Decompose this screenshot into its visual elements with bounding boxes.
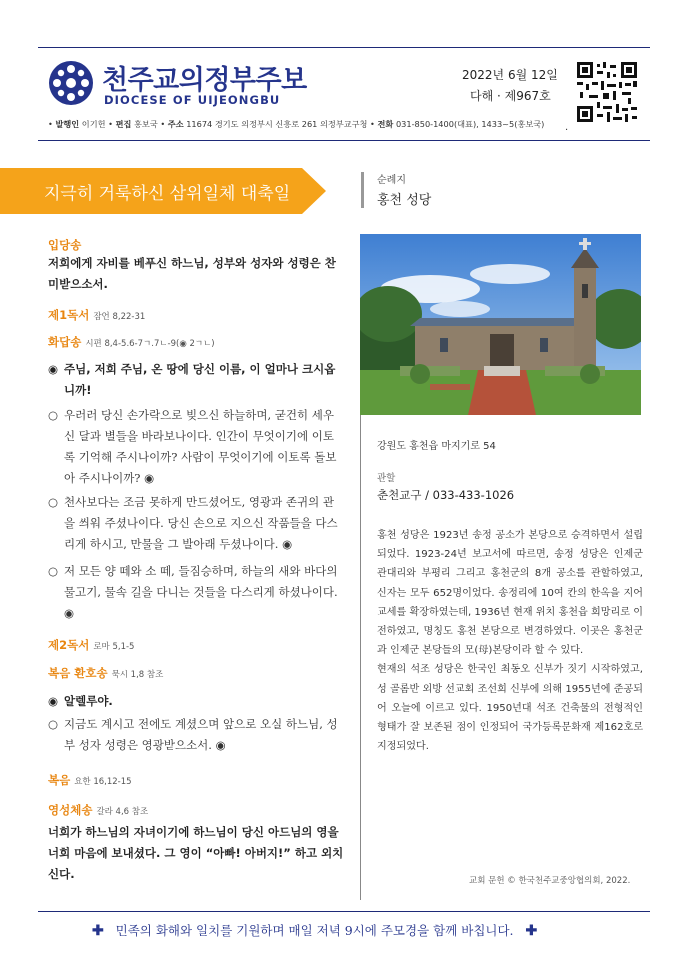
- psalm-verse-2: [48, 492, 344, 555]
- diocese-logo-icon: [48, 60, 94, 106]
- address-value: 11674 경기도 의정부시 신흥로 261 의정부교구청: [186, 119, 368, 129]
- qr-code-icon[interactable]: [577, 62, 637, 122]
- psalm-response-text: 주님, 저희 주님, 온 땅에 당신 이름, 이 얼마나 크시옵니까!: [64, 362, 336, 397]
- gospel-label: 복음: [48, 773, 71, 787]
- issue-date: 2022년 6월 12일: [462, 68, 558, 82]
- first-reading-ref: 잠언 8,22-31: [93, 312, 146, 322]
- footer-text: 민족의 화해와 일치를 기원하며 매일 저녁 9시에 주모경을 함께 바칩니다.: [115, 923, 514, 938]
- editor-label: 편집: [115, 119, 132, 129]
- acclamation-verse: [48, 714, 344, 756]
- publisher-name: 이기헌: [81, 119, 106, 129]
- phone-value: 031-850-1400(대표), 1433~5(홍보국): [395, 119, 545, 129]
- psalm-ref: 시편 8,4-5.6-7ㄱ.7ㄴ-9(◉ 2ㄱㄴ): [85, 339, 215, 349]
- description-paragraph: 홍천 성당은 1923년 송정 공소가 본당으로 승격하면서 설립되었다. 1923-24년 보고서에 따르면, 송정 성당은 인제군 관대리와 부평리 그리고 홍천군의 8개 공소를 관할하였고, 신자는 모두 652명이었다. 송정리에 10여 칸의 한옥을 지어 교세를 확장하였는데, 1936년 현재 위치 홍천읍 희망리로 이전하였고, 명칭도 홍천 본당으로 변경하였다. 이곳은 홍천군과 인제군 본당들의 모(母)본당이라 할 수 있다.: [377, 530, 643, 657]
- verse-mark-icon: ○: [48, 717, 59, 731]
- entrance-antiphon-text: 저희에게 자비를 베푸신 하느님, 성부와 성자와 성령은 찬미받으소서.: [48, 256, 336, 291]
- response-mark-icon: ◉: [48, 362, 59, 376]
- issue-number: 다해 · 제967호: [470, 89, 551, 103]
- acclamation-response-text: 알렐루야.: [64, 694, 113, 708]
- psalm-response: [48, 359, 344, 401]
- verse-mark-icon: ○: [48, 495, 59, 509]
- source-credit: 교회 문헌 © 한국천주교중앙협의회, 2022.: [469, 876, 631, 886]
- cross-icon: ✚: [525, 923, 538, 939]
- church-photo: [360, 234, 641, 415]
- second-reading-ref: 로마 5,1-5: [93, 642, 135, 652]
- acclamation-ref: 묵시 1,8 참조: [111, 670, 164, 680]
- verse-mark-icon: ○: [48, 564, 59, 578]
- psalm-verse-text: 저 모든 양 떼와 소 떼, 들짐승하며, 하늘의 새와 바다의 물고기, 물속 길을 다니는 것들을 다스리게 하셨나이다. ◉: [64, 564, 338, 620]
- pilgrimage-accent-bar: [361, 172, 364, 208]
- pilgrimage-name: 홍천 성당: [377, 193, 432, 208]
- verse-mark-icon: ○: [48, 408, 59, 422]
- phone-label: 전화: [377, 119, 394, 129]
- church-address: 강원도 홍천읍 마지기로 54: [377, 441, 496, 452]
- publication-subtitle: DIOCESE OF UIJEONGBU: [104, 93, 281, 107]
- first-reading-heading: [48, 307, 145, 323]
- gospel-heading: [48, 772, 132, 788]
- acclamation-heading: [48, 665, 163, 681]
- response-mark-icon: ◉: [48, 694, 59, 708]
- psalm-label: 화답송: [48, 335, 82, 349]
- editor-name: 홍보국: [134, 119, 158, 129]
- communion-heading: [48, 802, 148, 818]
- second-reading-label: 제2독서: [48, 638, 90, 652]
- pilgrimage-label: 순례지: [377, 175, 406, 186]
- psalm-verse-text: 천사보다는 조금 못하게 만드셨어도, 영광과 존귀의 관을 씌워 주셨나이다. 당신 손으로 지으신 작품들을 다스리게 하시고, 만물을 그 발아래 두셨나이다. ◉: [64, 495, 338, 551]
- entrance-antiphon-label: 입당송: [48, 238, 82, 252]
- column-divider: [360, 415, 361, 900]
- psalm-heading: [48, 334, 215, 350]
- management-label: 관할: [377, 473, 396, 484]
- second-reading-heading: [48, 637, 134, 653]
- church-description: [377, 526, 643, 756]
- description-paragraph: 현재의 석조 성당은 한국인 최동오 신부가 짓기 시작하였고, 성 골롬반 외방 선교회 조선희 신부에 의해 1955년에 준공되어 오늘에 이르고 있다. 1950년대 석조 건축물의 전형적인 형태가 잘 보존된 점이 인정되어 국가등록문화재 제162호로 지정되었다.: [377, 664, 643, 753]
- footer-prayer-line: [92, 921, 537, 939]
- psalm-verse-text: 우러러 당신 손가락으로 빚으신 하늘하며, 굳건히 세우신 달과 별들을 바라보나이다. 인간이 무엇이기에 이토록 기억해 주시나이까? 사람이 무엇이기에 이토록 돌보아 주시나이까? ◉: [64, 408, 337, 485]
- acclamation-verse-text: 지금도 계시고 전에도 계셨으며 앞으로 오실 하느님, 성부 성자 성령은 영광받으소서. ◉: [64, 717, 338, 752]
- management-value: 춘천교구 / 033-433-1026: [377, 488, 515, 502]
- psalm-verse-3: [48, 561, 344, 624]
- feast-title: 지극히 거룩하신 삼위일체 대축일: [44, 184, 291, 204]
- acclamation-response: [48, 691, 344, 712]
- first-reading-label: 제1독서: [48, 308, 90, 322]
- cross-icon: ✚: [92, 923, 104, 939]
- communion-text: 너희가 하느님의 자녀이기에 하느님이 당신 아드님의 영을 너희 마음에 보내셨다. 그 영이 “아빠! 아버지!” 하고 외치신다.: [48, 825, 344, 881]
- publisher-label: 발행인: [55, 119, 80, 129]
- decoration-dot: .: [565, 122, 569, 133]
- gospel-ref: 요한 16,12-15: [74, 777, 132, 787]
- publication-title: 천주교의정부주보: [102, 65, 307, 96]
- psalm-verse-1: [48, 405, 344, 489]
- publisher-info: • 발행인 이기헌 • 편집 홍보국 • 주소 11674 경기도 의정부시 신흥로 261 의정부교구청 • 전화 031-850-1400(대표), 1433~5(홍보국): [48, 119, 545, 129]
- header-rule: [38, 140, 650, 141]
- communion-label: 영성체송: [48, 803, 93, 817]
- top-rule: [38, 47, 650, 48]
- acclamation-label: 복음 환호송: [48, 666, 108, 680]
- address-label: 주소: [167, 119, 184, 129]
- communion-ref: 갈라 4,6 참조: [96, 807, 149, 817]
- footer-rule: [38, 911, 650, 912]
